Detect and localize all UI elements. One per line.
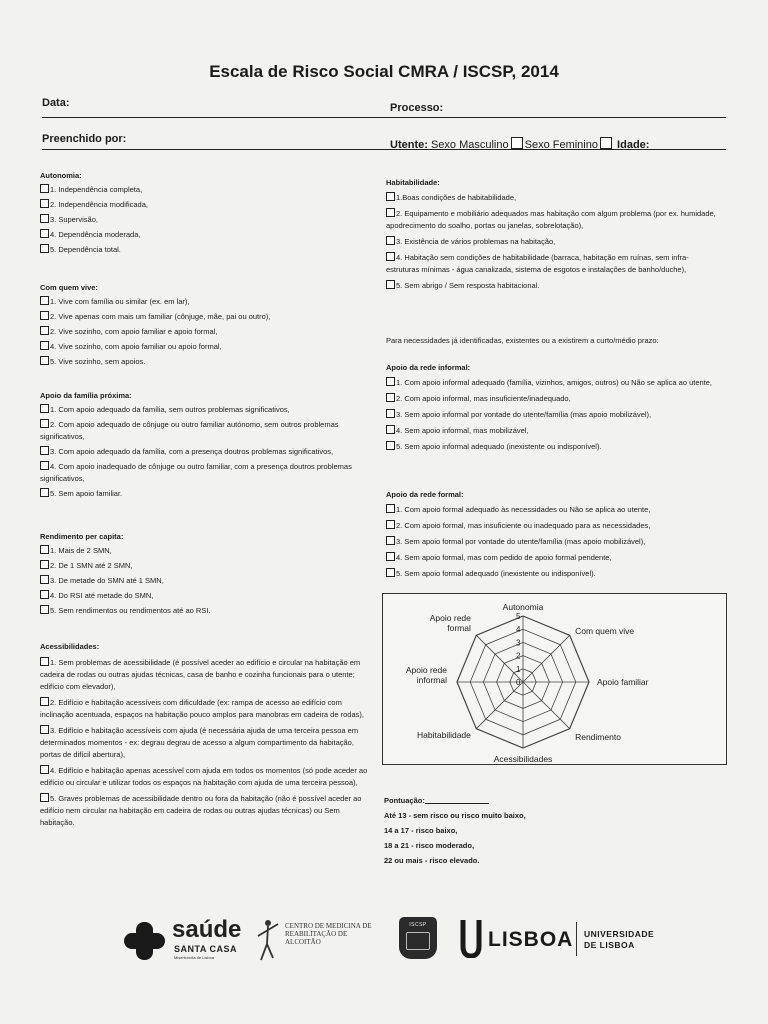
sexo-masculino-checkbox[interactable]	[511, 137, 523, 149]
section-rede-informal	[386, 363, 721, 453]
option-item: 4. Dependência moderada,	[40, 229, 370, 241]
saude-logo-text: saúde	[172, 916, 242, 943]
option-checkbox[interactable]	[40, 244, 49, 253]
option-item: 5. Vive sozinho, sem apoios.	[40, 356, 370, 368]
option-item: 4. Habitação sem condições de habitabilidade (barraca, habitação em ruínas, sem infra-estruturas mínimas - água canalizada, sistema de esgotos e instalações de banho/duche),	[386, 253, 689, 274]
option-item: 1. Com apoio informal adequado (família, vizinhos, amigos, outros) ou Não se aplica ao utente,	[386, 377, 721, 389]
preenchido-label: Preenchido por:	[42, 133, 127, 145]
option-checkbox[interactable]	[40, 356, 49, 365]
radar-axis-label: Apoio rede informal	[405, 665, 447, 685]
option-item: 1. Mais de 2 SMN,	[40, 545, 370, 557]
option-checkbox[interactable]	[40, 199, 49, 208]
universidade-text: UNIVERSIDADE DE LISBOA	[584, 929, 655, 950]
option-checkbox[interactable]	[40, 793, 49, 802]
option-item: 3. Sem apoio formal por vontade do utente/família (mas apoio mobilizável),	[386, 536, 721, 548]
section-title: Apoio da família próxima:	[40, 391, 132, 400]
radar-axis-label: Autonomia	[502, 602, 544, 612]
pontuacao-line: 22 ou mais - risco elevado.	[384, 856, 480, 865]
section-title: Apoio da rede informal:	[386, 363, 471, 372]
option-item: 2. Com apoio adequado de cônjuge ou outro familiar autónomo, sem outros problemas significativos,	[40, 420, 339, 441]
radar-scale-label: 5	[516, 612, 521, 621]
option-item: 5. Sem apoio informal adequado (inexistente ou indisponível).	[386, 441, 721, 453]
option-checkbox[interactable]	[386, 236, 395, 245]
option-checkbox[interactable]	[40, 488, 49, 497]
option-checkbox[interactable]	[40, 404, 49, 413]
option-item: 5. Sem apoio formal adequado (inexistente ou indisponível).	[386, 568, 721, 580]
figure-logo-icon	[253, 918, 283, 963]
misericordia-text: Misericórdia de Lisboa	[174, 955, 215, 960]
option-item: 2. Com apoio informal, mas insuficiente/inadequado,	[386, 393, 721, 405]
option-item: 1. Independência completa,	[40, 184, 370, 196]
cross-logo-icon	[120, 916, 170, 964]
option-item: 5. Dependência total.	[40, 244, 370, 256]
section-title: Rendimento per capita:	[40, 532, 124, 541]
option-checkbox[interactable]	[40, 590, 49, 599]
option-item: 3. Supervisão,	[40, 214, 370, 226]
note-text: Para necessidades já identificadas, existentes ou a existirem a curto/médio prazo:	[386, 336, 659, 345]
sexo-feminino-label: Sexo Feminino	[524, 139, 598, 151]
option-checkbox[interactable]	[40, 697, 49, 706]
iscsp-shield-logo	[399, 917, 437, 959]
option-item: 1. Vive com família ou similar (ex. em lar),	[40, 296, 370, 308]
page-title: Escala de Risco Social CMRA / ISCSP, 2014	[209, 62, 559, 81]
data-label: Data:	[42, 97, 70, 109]
radar-scale-label: 4	[516, 625, 521, 635]
section-acessibilidades	[40, 642, 370, 829]
option-checkbox[interactable]	[386, 280, 395, 289]
option-item: 2. Independência modificada,	[40, 199, 370, 211]
u-logo-icon	[460, 918, 482, 958]
option-item: 1. Sem problemas de acessibilidade (é possível aceder ao edifício e circular na habitação em cadeira de rodas ou outras ajudas técnicas, casa de banho e cozinha funcionais para o utente; edifício com elevador),	[40, 658, 361, 691]
option-item: 4. Sem apoio formal, mas com pedido de apoio formal pendente,	[386, 552, 721, 564]
option-item: 2. Com apoio formal, mas insuficiente ou inadequado para as necessidades,	[386, 520, 721, 532]
section-autonomia	[40, 171, 370, 256]
option-item: 4. Vive sozinho, com apoio familiar ou apoio formal,	[40, 341, 370, 353]
radar-axis-label: Habitabilidade	[417, 730, 471, 741]
section-title: Com quem vive:	[40, 283, 98, 292]
radar-chart	[383, 594, 726, 764]
option-item: 5. Sem apoio familiar.	[40, 488, 370, 500]
option-item: 5. Sem rendimentos ou rendimentos até ao RSI.	[40, 605, 370, 617]
option-checkbox[interactable]	[40, 311, 49, 320]
santa-casa-logo	[120, 916, 260, 964]
option-item: 2. Edifício e habitação acessíveis com dificuldade (ex: rampa de acesso ao edifício com inclinação acentuada, espaços na habitação pouco amplos para manobras em cadeira de rodas),	[40, 698, 364, 719]
radar-axis-label: Rendimento	[575, 732, 621, 743]
logo-divider	[576, 922, 577, 956]
option-checkbox[interactable]	[40, 461, 49, 470]
option-checkbox[interactable]	[40, 725, 49, 734]
option-checkbox[interactable]	[40, 229, 49, 238]
option-item: 2. Vive sozinho, com apoio familiar e apoio formal,	[40, 326, 370, 338]
cmra-text: CENTRO DE MEDICINA DE REABILITAÇÃO DE ALCOITÃO	[285, 922, 372, 946]
option-checkbox[interactable]	[40, 657, 49, 666]
option-checkbox[interactable]	[40, 446, 49, 455]
radar-scale-label: 1	[516, 664, 521, 674]
option-checkbox[interactable]	[386, 192, 395, 201]
option-item: 3. De metade do SMN até 1 SMN,	[40, 575, 370, 587]
pontuacao-line: 14 a 17 - risco baixo,	[384, 826, 458, 835]
option-checkbox[interactable]	[40, 605, 49, 614]
pontuacao-row	[384, 793, 684, 808]
iscsp-text: ISCSP	[409, 922, 427, 928]
option-checkbox[interactable]	[386, 552, 395, 561]
santa-casa-text: SANTA CASA	[174, 944, 237, 954]
radar-scale-label: 3	[516, 638, 521, 648]
sexo-masculino-label: Sexo Masculino	[430, 139, 509, 151]
option-item: 2. De 1 SMN até 2 SMN,	[40, 560, 370, 572]
option-checkbox[interactable]	[386, 536, 395, 545]
option-item: 4. Sem apoio informal, mas mobilizável,	[386, 425, 721, 437]
radar-scale-label: 0	[516, 678, 521, 687]
option-item: 4. Com apoio inadequado de cônjuge ou outro familiar, com a presença doutros problemas significativos,	[40, 462, 352, 483]
option-item: 3. Com apoio adequado da família, com a presença doutros problemas significativos,	[40, 446, 370, 458]
option-checkbox[interactable]	[386, 520, 395, 529]
pontuacao-label: Pontuação:	[384, 796, 425, 805]
option-checkbox[interactable]	[386, 377, 395, 386]
utente-label: Utente:	[390, 139, 428, 151]
pontuacao-line: Até 13 - sem risco ou risco muito baixo,	[384, 811, 526, 820]
option-checkbox[interactable]	[386, 252, 395, 261]
option-item: 2. Vive apenas com mais um familiar (cônjuge, mãe, pai ou outro),	[40, 311, 370, 323]
option-item: 3. Edifício e habitação acessíveis com ajuda (é necessária ajuda de uma terceira pessoa em determinados momentos - ex: degrau degrau de acesso a algum compartimento da habitação, portas de difícil abertura),	[40, 726, 359, 759]
section-habitabilidade	[386, 178, 721, 292]
option-checkbox[interactable]	[386, 504, 395, 513]
option-checkbox[interactable]	[386, 409, 395, 418]
cmra-logo	[253, 918, 373, 963]
utente-row	[390, 137, 649, 151]
section-rendimento	[40, 532, 370, 617]
section-title: Habitabilidade:	[386, 178, 440, 187]
sexo-feminino-checkbox[interactable]	[600, 137, 612, 149]
option-item: 5. Sem abrigo / Sem resposta habitacional.	[386, 280, 721, 292]
pontuacao-line: 18 a 21 - risco moderado,	[384, 841, 475, 850]
option-checkbox[interactable]	[40, 184, 49, 193]
radar-scale-label: 2	[516, 651, 521, 661]
option-item: 5. Graves problemas de acessibilidade dentro ou fora da habitação (não é possível aceder ao edifício nem circular na habitação em cadeira de rodas ou outras ajudas técnicas) ou Sem habitação.	[40, 794, 362, 827]
section-rede-formal	[386, 490, 721, 580]
option-item: 3. Sem apoio informal por vontade do utente/família (mas apoio mobilizável),	[386, 409, 721, 421]
option-checkbox[interactable]	[386, 393, 395, 402]
option-checkbox[interactable]	[40, 545, 49, 554]
section-apoio-familia	[40, 391, 370, 500]
ulisboa-logo	[460, 918, 660, 960]
option-checkbox[interactable]	[40, 214, 49, 223]
option-checkbox[interactable]	[40, 560, 49, 569]
option-item: 1. Com apoio formal adequado às necessidades ou Não se aplica ao utente,	[386, 504, 721, 516]
radar-axis-label: Apoio familiar	[597, 677, 649, 687]
option-checkbox[interactable]	[40, 765, 49, 774]
radar-axis-label: Apoio rede formal	[429, 612, 471, 633]
option-checkbox[interactable]	[386, 441, 395, 450]
section-title: Acessibilidades:	[40, 642, 100, 651]
option-item: 4. Edifício e habitação apenas acessível com ajuda em todos os momentos (só pode aceder ao edifício ou circular e utilizar todos os espaços na habitação com ajuda de uma terceira pessoa),	[40, 766, 368, 787]
idade-label: Idade:	[617, 139, 650, 151]
option-checkbox[interactable]	[40, 341, 49, 350]
pontuacao-field[interactable]	[425, 794, 489, 804]
option-checkbox[interactable]	[40, 296, 49, 305]
section-com-quem-vive	[40, 283, 370, 368]
radar-chart-box	[382, 593, 727, 765]
option-item: 3. Existência de vários problemas na habitação,	[386, 236, 721, 248]
option-item: 2. Equipamento e mobiliário adequados mas habitação com algum problema (por ex. humidade, apodrecimento do soalho, portas ou janelas, sobrelotação),	[386, 209, 716, 230]
option-checkbox[interactable]	[386, 425, 395, 434]
option-checkbox[interactable]	[40, 326, 49, 335]
section-title: Autonomia:	[40, 171, 82, 180]
lisboa-text: LISBOA	[488, 928, 574, 951]
section-title: Apoio da rede formal:	[386, 490, 464, 499]
option-item: 4. Do RSI até metade do SMN,	[40, 590, 370, 602]
option-checkbox[interactable]	[386, 208, 395, 217]
radar-axis-label: Com quem vive	[575, 625, 635, 636]
option-checkbox[interactable]	[40, 419, 49, 428]
pontuacao-block	[384, 793, 684, 868]
option-checkbox[interactable]	[386, 568, 395, 577]
option-item: 1.Boas condições de habitabilidade,	[386, 192, 721, 204]
option-item: 1. Com apoio adequado da família, sem outros problemas significativos,	[40, 404, 370, 416]
iscsp-emblem-icon	[406, 932, 430, 950]
processo-label: Processo:	[390, 102, 444, 114]
radar-axis-label: Acessibilidades	[493, 754, 553, 764]
option-checkbox[interactable]	[40, 575, 49, 584]
header-rule-1	[42, 117, 726, 118]
